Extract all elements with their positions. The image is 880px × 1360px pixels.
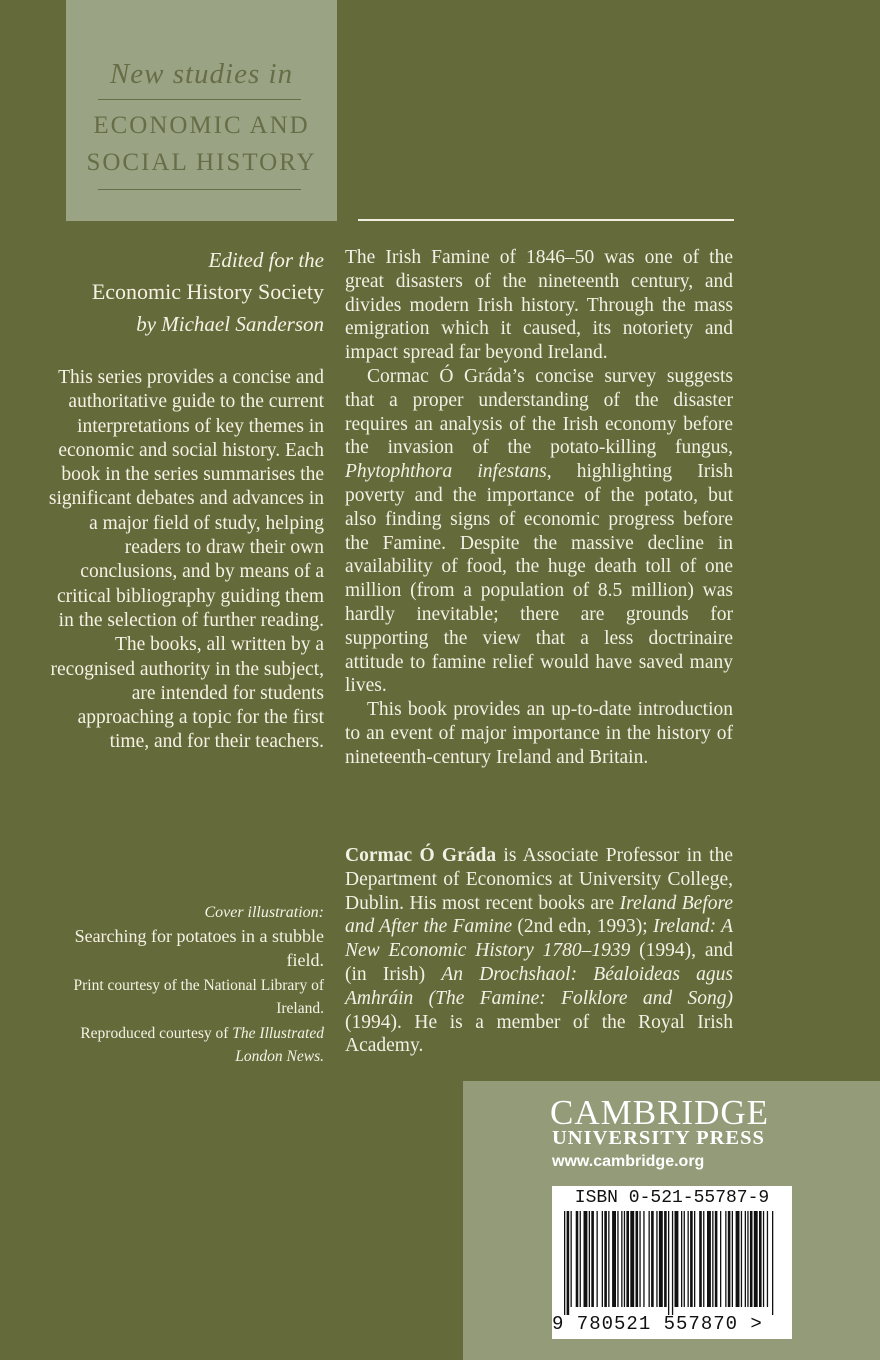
barcode-bar <box>750 1211 753 1307</box>
barcode-bar <box>688 1211 689 1307</box>
barcode-bar <box>741 1211 742 1307</box>
barcode-bar <box>630 1211 634 1307</box>
barcode-bar <box>703 1211 704 1307</box>
series-title-line2: SOCIAL HISTORY <box>86 149 317 176</box>
barcode-bar <box>728 1211 731 1307</box>
barcode <box>552 1186 792 1339</box>
series-box <box>66 0 337 221</box>
series-divider-bottom <box>98 189 301 190</box>
barcode-bar <box>681 1211 682 1307</box>
barcode-bar <box>591 1211 594 1307</box>
print-credit: Print courtesy of the National Library of Ireland. <box>73 977 324 1017</box>
barcode-bar <box>747 1211 748 1307</box>
series-title-line1: ECONOMIC AND <box>93 112 310 139</box>
barcode-bar <box>684 1211 685 1307</box>
author-bio-text <box>345 844 733 1058</box>
barcode-bar <box>564 1211 565 1315</box>
barcode-bar <box>725 1211 726 1307</box>
barcode-bar <box>763 1211 764 1307</box>
barcode-bar <box>699 1211 702 1307</box>
barcode-bar <box>694 1211 695 1307</box>
editor-block <box>0 244 324 340</box>
series-label: New studies in <box>109 58 294 90</box>
barcode-bar <box>639 1211 640 1307</box>
blurb-paragraph-3: This book provides an up-to-date introduction to an event of major importance in the history of nineteenth-century Ireland and Britain. <box>345 699 733 768</box>
barcode-bar <box>617 1211 618 1307</box>
top-rule <box>358 219 734 221</box>
barcode-bar <box>602 1211 603 1307</box>
barcode-bar <box>649 1211 650 1307</box>
book-title-1: Ireland Before and After the Famine <box>345 892 734 938</box>
barcode-bar <box>690 1211 693 1307</box>
barcode-bar <box>664 1211 667 1307</box>
cover-caption: Searching for potatoes in a stubble field. <box>74 926 324 970</box>
barcode-bar <box>584 1211 588 1307</box>
barcode-bar <box>745 1211 746 1307</box>
barcode-bar <box>712 1211 713 1307</box>
publisher-box <box>463 1081 880 1360</box>
barcode-bar <box>720 1211 721 1307</box>
barcode-bar <box>759 1211 762 1307</box>
barcode-bar <box>651 1211 654 1307</box>
bio-text-2: (2nd edn, 1993); <box>512 916 653 938</box>
barcode-bar <box>571 1211 572 1307</box>
barcode-bar <box>736 1211 740 1307</box>
barcode-bar <box>715 1211 718 1307</box>
bio-text-3: (1994), and (in Irish) <box>345 940 733 985</box>
editor-name: by Michael Sanderson <box>136 312 324 336</box>
barcode-bar <box>624 1211 625 1307</box>
blurb-p2-text-a: Cormac Ó Gráda’s concise survey suggests that a proper understanding of the disaster requires an analysis of the Irish economy before the invasion of the potato-killing fungus, <box>345 365 733 459</box>
reproduction-credit-source: The Illustrated London News. <box>232 1025 324 1065</box>
barcode-bar <box>672 1211 673 1315</box>
barcode-bar <box>636 1211 639 1307</box>
cover-credits <box>60 901 324 1068</box>
barcode-bar <box>604 1211 607 1307</box>
barcode-bar <box>656 1211 657 1307</box>
barcode-bar <box>772 1211 773 1315</box>
barcode-bar <box>668 1211 669 1315</box>
barcode-bar <box>675 1211 679 1307</box>
barcode-bar <box>626 1211 629 1307</box>
book-title-2: Ireland: A New Economic History 1780–1939 <box>345 916 734 962</box>
barcode-bar <box>754 1211 758 1307</box>
barcode-bar <box>580 1211 581 1307</box>
author-bio <box>345 844 733 1058</box>
reproduction-credit-prefix: Reproduced courtesy of <box>80 1025 233 1042</box>
society-name: Economic History Society <box>91 279 324 304</box>
barcode-icon <box>562 1211 782 1315</box>
barcode-bar <box>621 1211 622 1307</box>
publisher-press: UNIVERSITY PRESS <box>552 1127 765 1149</box>
barcode-bar <box>643 1211 644 1307</box>
series-description <box>40 366 324 755</box>
blurb-p2-text-b: , highlighting Irish poverty and the importance of the potato, but also finding signs of economic progress before the Famine. Despite the massive decline in availability of food, the huge death toll of one million (from a population of 8.5 million) was hardly inevitable; there are grounds for supporting the view that a less doctrinaire attitude to famine relief would have saved many lives. <box>345 461 733 697</box>
barcode-bar <box>597 1211 598 1307</box>
barcode-bar <box>589 1211 590 1307</box>
barcode-bar <box>707 1211 711 1307</box>
publisher-url: www.cambridge.org <box>552 1153 705 1170</box>
barcode-bar <box>576 1211 579 1307</box>
series-divider <box>98 99 301 100</box>
barcode-bar <box>767 1211 768 1307</box>
reproduction-credit <box>60 1022 324 1068</box>
bio-text-4: (1994). He is a member of the Royal Irish Academy. <box>345 1011 733 1057</box>
barcode-bar <box>732 1211 733 1307</box>
blurb-paragraph-1: The Irish Famine of 1846–50 was one of the great disasters of the nineteenth century, and divides modern Irish history. Through the mass emigration which it caused, its notoriety and impact spread far beyond Ireland. <box>345 247 733 364</box>
isbn-label: ISBN 0-521-55787-9 <box>574 1188 770 1208</box>
publisher-name: CAMBRIDGE <box>550 1093 770 1132</box>
barcode-bar <box>612 1211 616 1307</box>
cover-illustration-title: Cover illustration: <box>204 904 324 921</box>
blurb-p2-species: Phytophthora infestans <box>345 461 547 483</box>
bio-text-1: is Associate Professor in the Department of Economics at University College, Dublin. His most recent books are <box>345 845 734 914</box>
barcode-bar <box>608 1211 609 1307</box>
ean-digits: 9 780521 557870 > <box>552 1313 763 1335</box>
barcode-bar <box>659 1211 663 1307</box>
author-name: Cormac Ó Gráda <box>345 845 497 866</box>
series-description-text: This series provides a concise and authoritative guide to the current interpretations of key themes in economic and social history. Each book in the series summarises the significant debates and advances in a major field of study, helping readers to draw their own conclusions, and by means of a critical bibliography guiding them in the selection of further reading. The books, all written by a recognised authority in the subject, are intended for students approaching a topic for the first time, and for their teachers. <box>48 367 324 753</box>
book-title-3: An Drochshaol: Béaloideas agus Amhráin (The Famine: Folklore and Song) <box>345 963 733 1009</box>
blurb <box>345 246 733 770</box>
blurb-paragraph-2 <box>345 365 733 698</box>
edited-for: Edited for the <box>208 248 324 272</box>
barcode-bar <box>567 1211 570 1315</box>
